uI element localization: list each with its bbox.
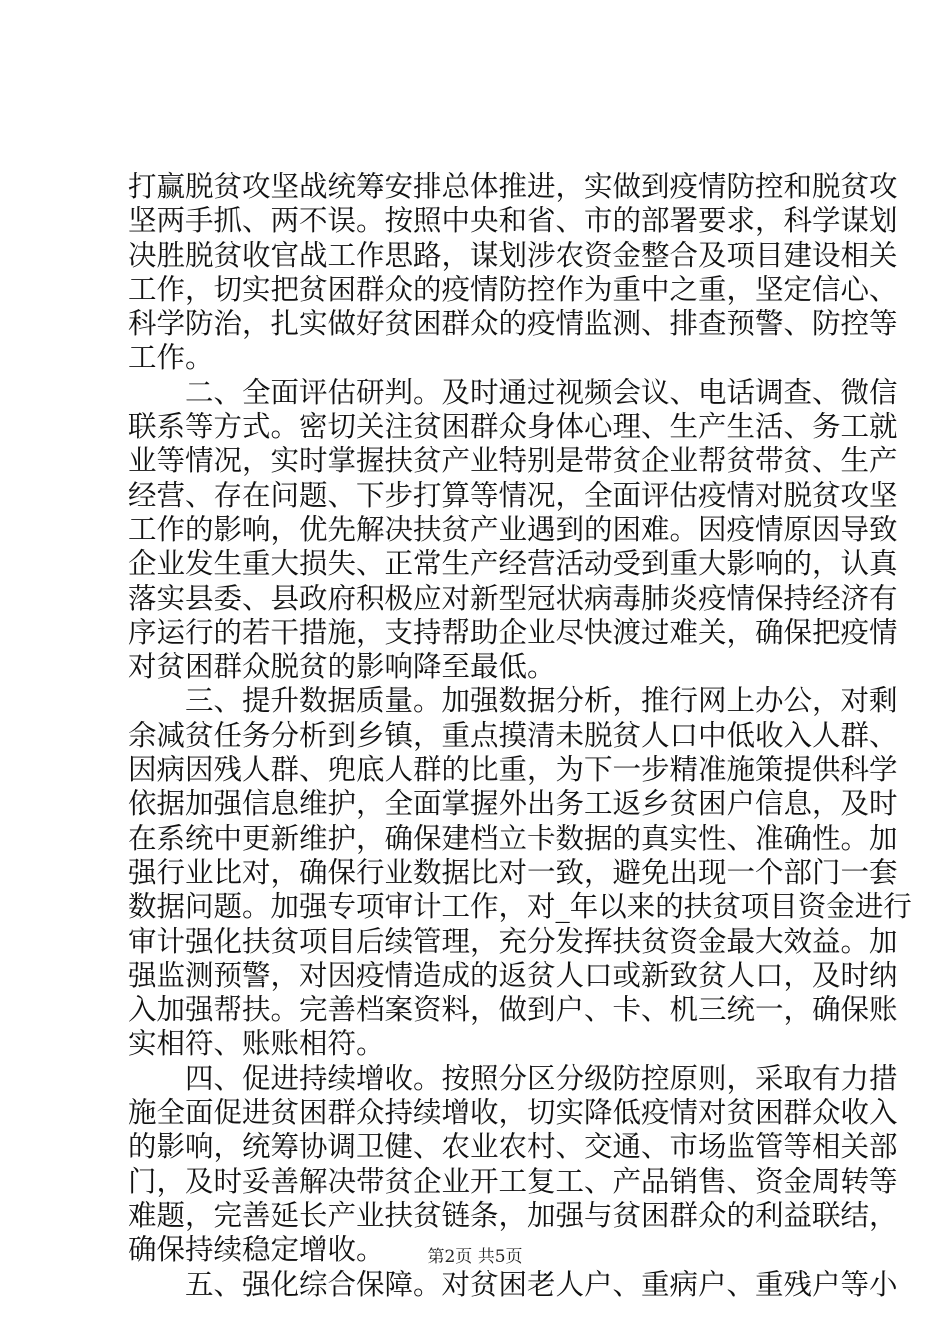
text-line: 序运行的若干措施，支持帮助企业尽快渡过难关，确保把疫情 — [128, 615, 898, 649]
text-line: 数据问题。加强专项审计工作，对_年以来的扶贫项目资金进行 — [128, 890, 912, 924]
text-line: 科学防治，扎实做好贫困群众的疫情监测、排查预警、防控等 — [128, 307, 898, 341]
document-body — [128, 170, 912, 1302]
text-line: 工作的影响，优先解决扶贫产业遇到的困难。因疫情原因导致 — [128, 512, 898, 546]
text-line: 五、强化综合保障。对贫困老人户、重病户、重残户等小 — [128, 1267, 898, 1301]
text-line: 难题，完善延长产业扶贫链条，加强与贫困群众的利益联结， — [128, 1198, 898, 1232]
text-line: 实相符、账账相符。 — [128, 1027, 385, 1061]
text-line: 落实县委、县政府积极应对新型冠状病毒肺炎疫情保持经济有 — [128, 581, 898, 615]
text-line: 依据加强信息维护，全面掌握外出务工返乡贫困户信息，及时 — [128, 787, 898, 821]
text-line: 在系统中更新维护，确保建档立卡数据的真实性、准确性。加 — [128, 821, 898, 855]
text-line: 余减贫任务分析到乡镇，重点摸清未脱贫人口中低收入人群、 — [128, 718, 898, 752]
text-line: 审计强化扶贫项目后续管理，充分发挥扶贫资金最大效益。加 — [128, 924, 898, 958]
text-line: 业等情况，实时掌握扶贫产业特别是带贫企业帮贫带贫、生产 — [128, 444, 898, 478]
text-line: 施全面促进贫困群众持续增收，切实降低疫情对贫困群众收入 — [128, 1096, 898, 1130]
text-line: 确保持续稳定增收。 — [128, 1233, 385, 1267]
text-line: 因病因残人群、兜底人群的比重，为下一步精准施策提供科学 — [128, 753, 898, 787]
text-line: 打赢脱贫攻坚战统筹安排总体推进，实做到疫情防控和脱贫攻 — [128, 170, 898, 203]
text-line: 三、提升数据质量。加强数据分析，推行网上办公，对剩 — [128, 684, 898, 718]
text-line: 决胜脱贫收官战工作思路，谋划涉农资金整合及项目建设相关 — [128, 238, 898, 272]
text-line: 工作。 — [128, 341, 214, 375]
text-line: 的影响，统筹协调卫健、农业农村、交通、市场监管等相关部 — [128, 1130, 898, 1164]
text-line: 入加强帮扶。完善档案资料，做到户、卡、机三统一，确保账 — [128, 993, 898, 1027]
text-line: 强行业比对，确保行业数据比对一致，避免出现一个部门一套 — [128, 855, 898, 889]
text-line: 经营、存在问题、下步打算等情况，全面评估疫情对脱贫攻坚 — [128, 478, 898, 512]
text-line: 企业发生重大损失、正常生产经营活动受到重大影响的，认真 — [128, 547, 898, 581]
text-line: 对贫困群众脱贫的影响降至最低。 — [128, 650, 556, 684]
page-footer: 第2页 共5页 — [427, 1247, 523, 1267]
text-line: 门，及时妥善解决带贫企业开工复工、产品销售、资金周转等 — [128, 1164, 898, 1198]
text-line: 坚两手抓、两不误。按照中央和省、市的部署要求，科学谋划 — [128, 204, 898, 238]
text-line: 二、全面评估研判。及时通过视频会议、电话调查、微信 — [128, 375, 898, 409]
text-line: 四、促进持续增收。按照分区分级防控原则，采取有力措 — [128, 1061, 898, 1095]
text-line: 联系等方式。密切关注贫困群众身体心理、生产生活、务工就 — [128, 410, 898, 444]
text-line: 工作，切实把贫困群众的疫情防控作为重中之重，坚定信心、 — [128, 272, 898, 306]
text-line: 强监测预警，对因疫情造成的返贫人口或新致贫人口，及时纳 — [128, 958, 898, 992]
